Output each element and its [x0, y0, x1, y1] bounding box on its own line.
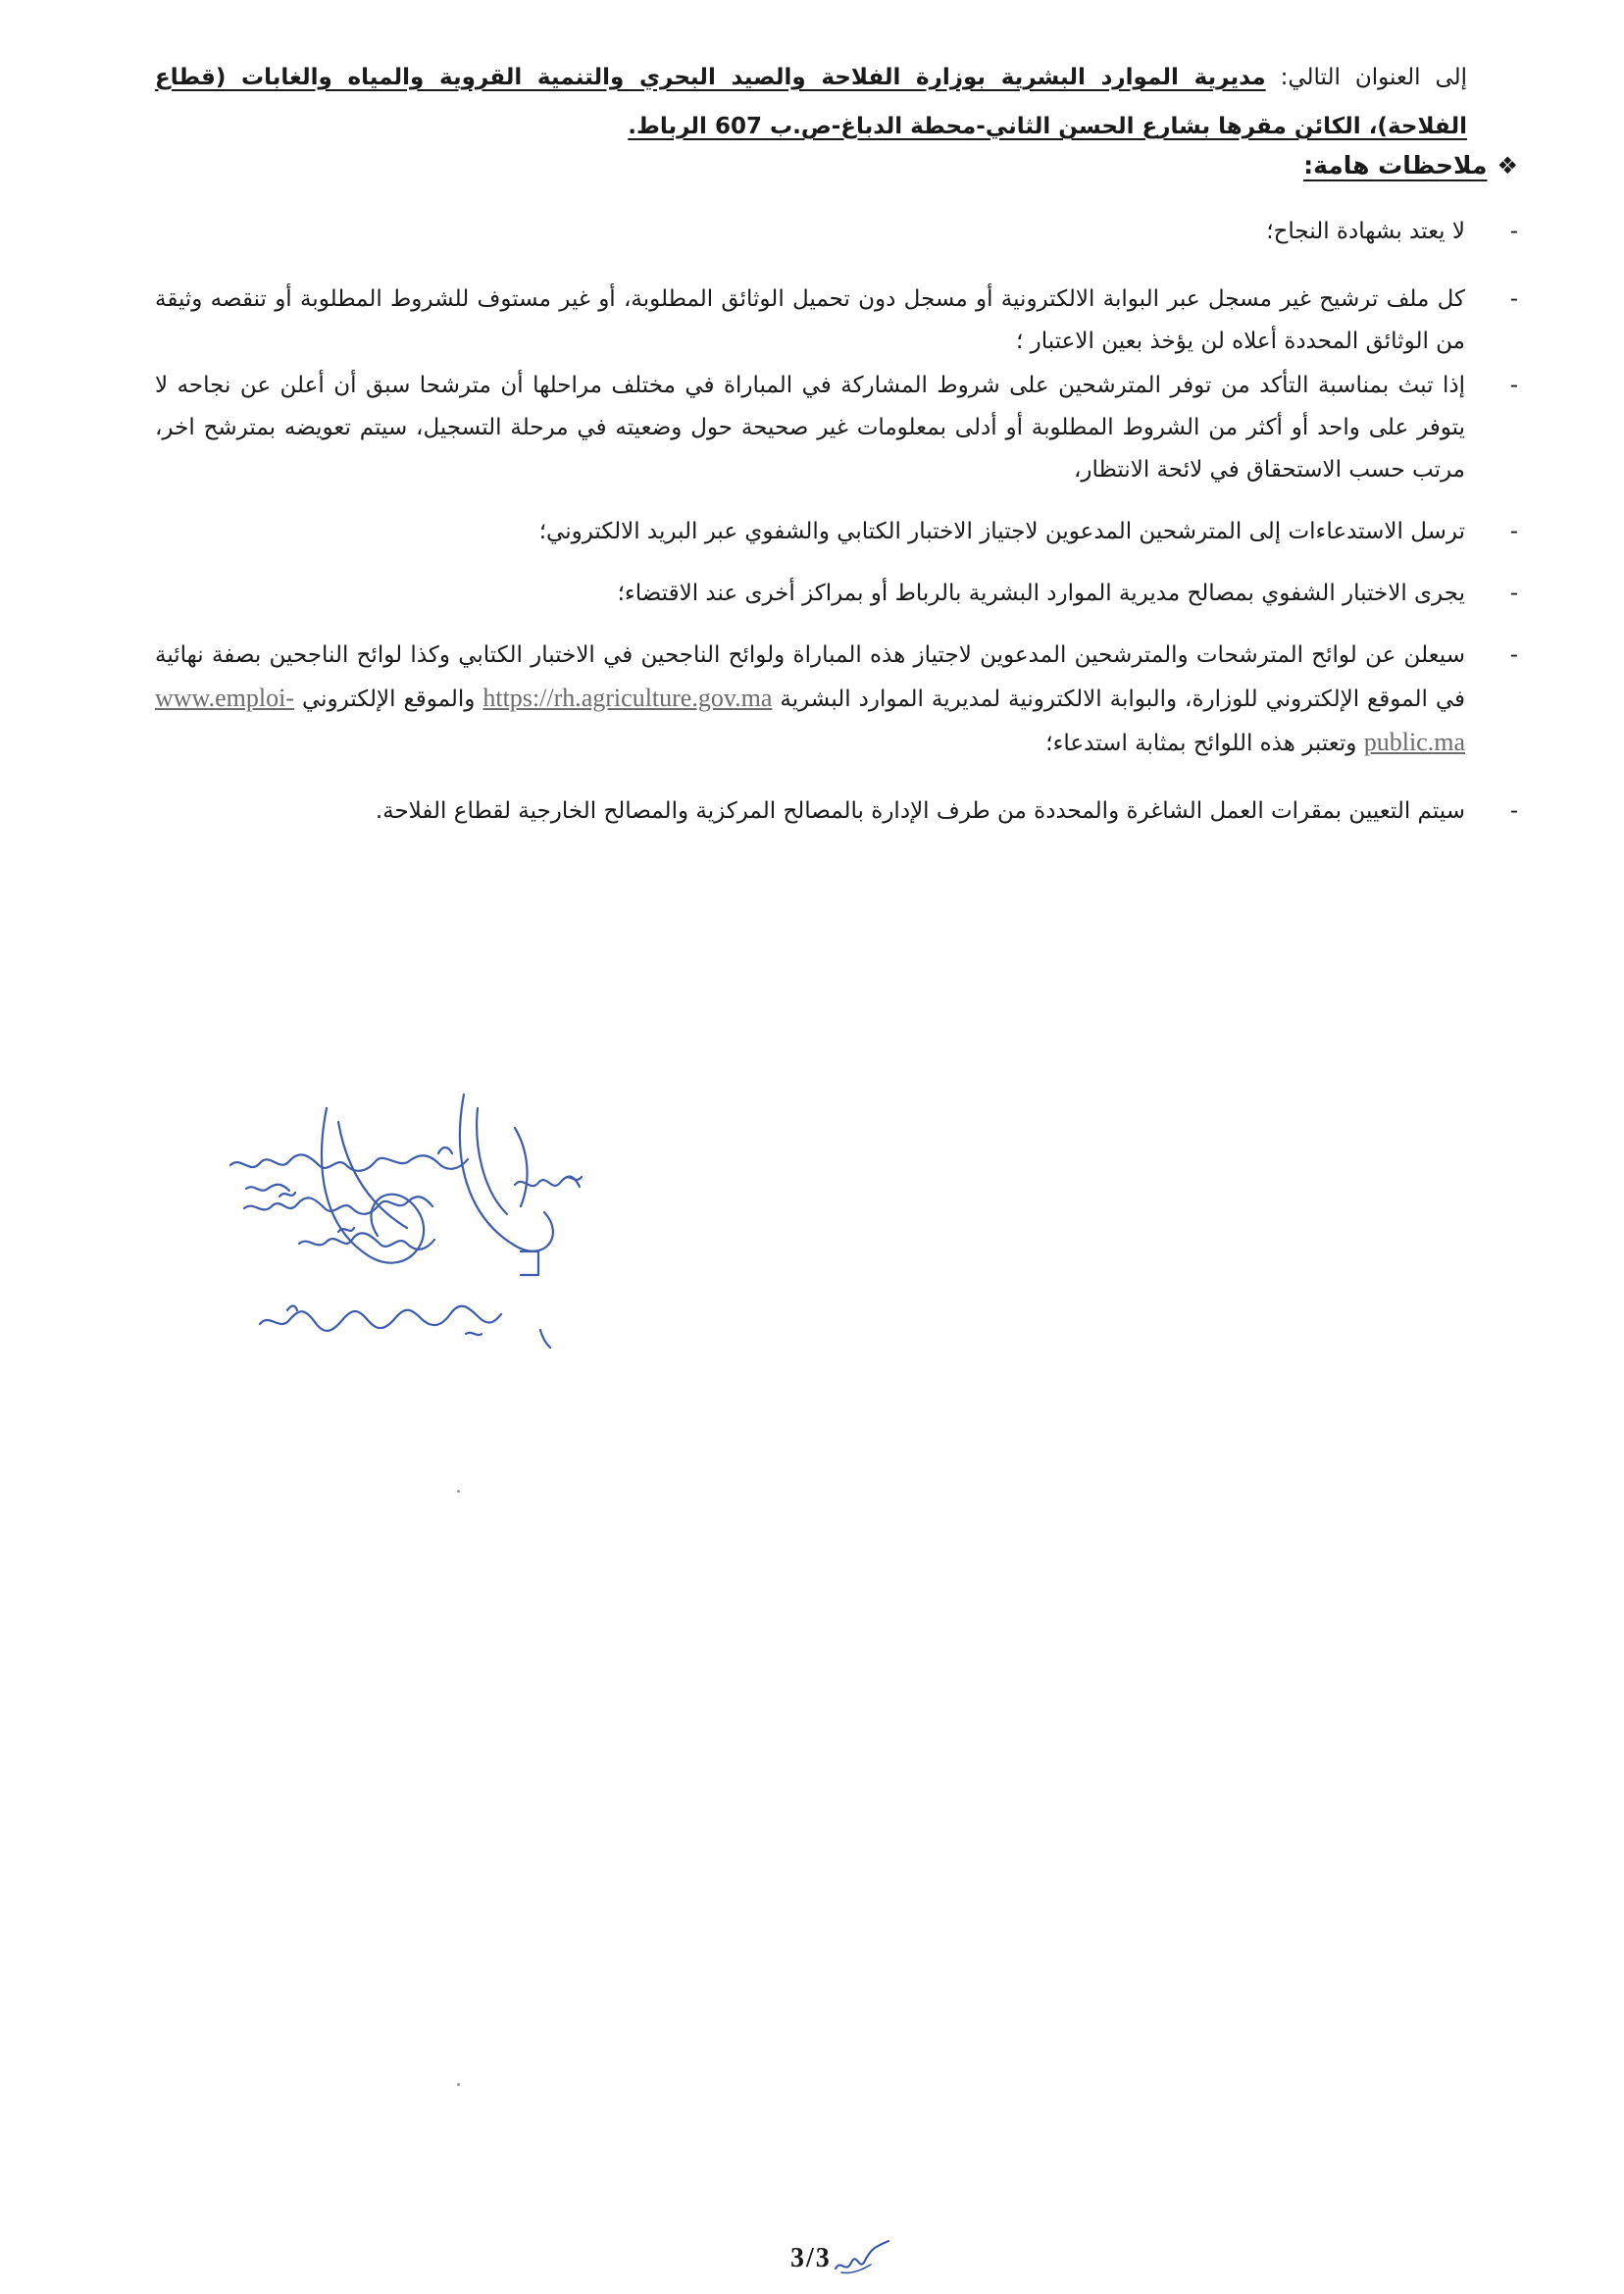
- note-item: [155, 573, 1526, 615]
- list-dash: -: [1509, 373, 1518, 398]
- notes-heading-text: ملاحظات هامة:: [1303, 151, 1488, 179]
- note-text: كل ملف ترشيح غير مسجل عبر البوابة الالكترونية أو مسجل دون تحميل الوثائق المطلوبة، أو غير مستوف للشروط المطلوبة أو تنقصه وثيقة من الوثائق المحددة أعلاه لن يؤخذ بعين الاعتبار ؛: [155, 286, 1465, 354]
- note-text-after: وتعتبر هذه اللوائح بمثابة استدعاء؛: [1045, 731, 1364, 756]
- list-dash: -: [1509, 581, 1518, 606]
- four-diamond-bullet-icon: ❖: [1497, 151, 1518, 179]
- page-number: [790, 2239, 890, 2278]
- signature-stamp: [221, 1089, 682, 1383]
- scan-speck: [457, 2083, 460, 2086]
- emploi-public-link[interactable]: www.emploi-public.ma: [155, 684, 1465, 756]
- page-total: 3: [815, 2243, 830, 2273]
- submission-address: [155, 53, 1467, 151]
- note-text-before: سيعلن عن لوائح المترشحات والمترشحين المدعوين لاجتياز هذه المباراة ولوائح الناجحين في الاختبار الكتابي وكذا لوائح الناجحين بصفة نهائية في الموقع الإلكتروني للوزارة، والبوابة الالكترونية لمديرية الموارد البشرية: [155, 642, 1465, 712]
- page-current: 3: [790, 2243, 804, 2273]
- note-item: [155, 635, 1526, 765]
- note-item: [155, 790, 1526, 833]
- note-item: [155, 511, 1526, 553]
- note-item: [155, 365, 1526, 491]
- note-text: سيتم التعيين بمقرات العمل الشاغرة والمحددة من طرف الإدارة بالمصالح المركزية والمصالح الخارجية لقطاع الفلاحة.: [375, 798, 1465, 824]
- list-dash: -: [1509, 286, 1518, 312]
- note-text: لا يعتد بشهادة النجاح؛: [1266, 219, 1465, 244]
- address-text: مديرية الموارد البشرية بوزارة الفلاحة والصيد البحري والتنمية القروية والمياه والغابات (قطاع الفلاحة)، الكائن مقرها بشارع الحسن الثاني-محطة الدباغ-ص.ب 607 الرباط.: [155, 65, 1467, 139]
- note-text: إذا تبث بمناسبة التأكد من توفر المترشحين على شروط المشاركة في المباراة في مختلف مراحلها أن مترشحا سبق أن أعلن عن نجاحه لا يتوفر على واحد أو أكثر من الشروط المطلوبة أو أدلى بمعلومات غير صحيحة حول وضعيته في مرحلة التسجيل، سيتم تعويضه بمترشح اخر، مرتب حسب الاستحقاق في لائحة الانتظار،: [155, 373, 1465, 483]
- list-dash: -: [1509, 798, 1518, 824]
- notes-list: [155, 211, 1526, 833]
- page-separator: /: [806, 2243, 814, 2273]
- signature-stamp-graphic: [221, 1089, 682, 1383]
- address-lead: إلى العنوان التالي:: [1265, 65, 1468, 90]
- scan-speck: [457, 1490, 460, 1493]
- note-item: [155, 279, 1526, 363]
- list-dash: -: [1509, 642, 1518, 668]
- note-item: [155, 211, 1526, 253]
- list-dash: -: [1509, 519, 1518, 544]
- initials-mark-icon: [832, 2239, 890, 2278]
- note-text: ترسل الاستدعاءات إلى المترشحين المدعوين لاجتياز الاختبار الكتابي والشفوي عبر البريد الالكتروني؛: [538, 519, 1465, 544]
- note-text-middle: والموقع الإلكتروني: [294, 687, 483, 712]
- note-text: يجرى الاختبار الشفوي بمصالح مديرية الموارد البشرية بالرباط أو بمراكز أخرى عند الاقتضاء؛: [617, 581, 1465, 606]
- list-dash: -: [1509, 219, 1518, 244]
- notes-heading: [1303, 151, 1518, 179]
- ministry-hr-portal-link[interactable]: https://rh.agriculture.gov.ma: [482, 684, 773, 712]
